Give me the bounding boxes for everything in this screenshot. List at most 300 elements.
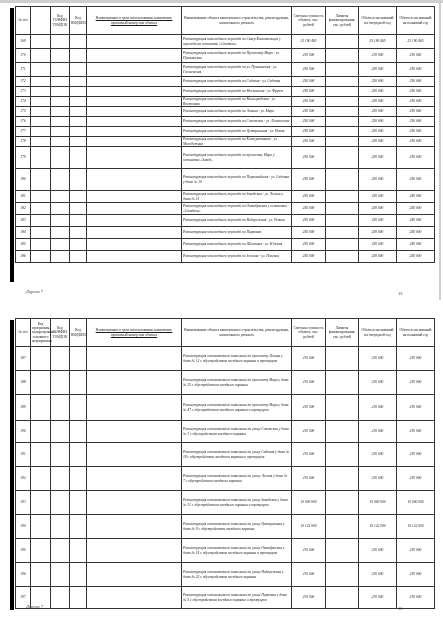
program-code-cell xyxy=(31,539,51,563)
estimated-cost-cell: 250 000 xyxy=(292,97,326,107)
vidfiz-code-cell xyxy=(70,215,87,227)
planned-year-cell: 250 000 xyxy=(397,169,435,191)
tonfiz-code-cell xyxy=(51,347,70,371)
object-name-cell: Реконструкция пешеходного перехода по Ленина - ул. Мира xyxy=(182,107,292,117)
object-name-cell: Реконструкция пешеходного перехода по ул. Пушкинская - ул. Гоголевская xyxy=(182,63,292,77)
program-code-cell xyxy=(31,191,51,203)
purpose-cell xyxy=(87,491,182,515)
funding-limit-cell xyxy=(326,421,359,443)
table-row xyxy=(16,227,435,239)
row-number: 185 xyxy=(16,239,31,251)
object-name-cell: Реконструкция остановочного павильона по улице Парковая у дома № 5 с обустройством заездного кармана и тротуаров xyxy=(182,587,292,609)
header-cell: Код ВИДФИЗ xyxy=(70,7,87,35)
program-code-cell xyxy=(31,203,51,215)
row-number: 171 xyxy=(16,63,31,77)
header-cell: № п/п xyxy=(16,319,31,347)
estimated-cost-cell: 230 000 xyxy=(292,395,326,421)
row-number: 170 xyxy=(16,49,31,63)
program-code-cell xyxy=(31,35,51,49)
estimated-cost-cell: 230 000 xyxy=(292,371,326,395)
tonfiz-code-cell xyxy=(51,87,70,97)
vidfiz-code-cell xyxy=(70,515,87,539)
purpose-cell xyxy=(87,371,182,395)
program-code-cell xyxy=(31,215,51,227)
header-cell: Код программы, подпрограммы, основного мероприятия xyxy=(31,319,51,347)
current-year-cell: 10 122 000 xyxy=(359,515,397,539)
funding-limit-cell xyxy=(326,347,359,371)
object-name-cell: Реконструкция пешеходного перехода по Советская - ул. Ломоносова xyxy=(182,117,292,127)
planned-year-cell: 230 000 xyxy=(397,395,435,421)
row-number: 173 xyxy=(16,87,31,97)
table-row xyxy=(16,563,435,587)
program-code-cell xyxy=(31,347,51,371)
table-row xyxy=(16,539,435,563)
program-code-cell xyxy=(31,97,51,107)
object-name-cell: Реконструкция пешеходного перехода по Школьная - ул. Южная xyxy=(182,239,292,251)
estimated-cost-cell: 230 000 xyxy=(292,563,326,587)
vidfiz-code-cell xyxy=(70,395,87,421)
current-year-cell: 250 000 xyxy=(359,147,397,169)
funding-limit-cell xyxy=(326,251,359,263)
planned-year-cell: 230 000 xyxy=(397,421,435,443)
table-row xyxy=(16,127,435,137)
vidfiz-code-cell xyxy=(70,347,87,371)
object-name-cell: Реконструкция остановочного павильона по улице Заводская у дома № 31 с обустройством заездного кармана и тротуаров xyxy=(182,491,292,515)
table-row xyxy=(16,203,435,215)
program-code-cell xyxy=(31,63,51,77)
vidfiz-code-cell xyxy=(70,77,87,87)
purpose-cell xyxy=(87,169,182,191)
tonfiz-code-cell xyxy=(51,35,70,49)
funding-limit-cell xyxy=(326,77,359,87)
row-number: 194 xyxy=(16,515,31,539)
planned-year-cell: 250 000 xyxy=(397,215,435,227)
funding-limit-cell xyxy=(326,35,359,49)
purpose-cell xyxy=(87,239,182,251)
table-row xyxy=(16,137,435,147)
row-number: 179 xyxy=(16,147,31,169)
object-name-cell: Реконструкция пешеходного перехода по Зеленая - ул. Полевая xyxy=(182,251,292,263)
row-number: 184 xyxy=(16,227,31,239)
current-year-cell: 250 000 xyxy=(359,107,397,117)
program-code-cell xyxy=(31,421,51,443)
funding-limit-cell xyxy=(326,49,359,63)
object-name-cell: Реконструкция пешеходного перехода по Волгоградская - ул. Восточная xyxy=(182,97,292,107)
planned-year-cell: 250 000 xyxy=(397,77,435,87)
funding-limit-cell xyxy=(326,587,359,609)
program-code-cell xyxy=(31,239,51,251)
planned-year-cell: 10 122 000 xyxy=(397,515,435,539)
purpose-cell xyxy=(87,347,182,371)
planned-year-cell: 250 000 xyxy=(397,191,435,203)
planned-year-cell: 230 000 xyxy=(397,443,435,467)
header-cell: № п/п xyxy=(16,7,31,35)
tonfiz-code-cell xyxy=(51,127,70,137)
row-number: 182 xyxy=(16,203,31,215)
current-year-cell: 250 000 xyxy=(359,137,397,147)
purpose-cell xyxy=(87,443,182,467)
estimated-cost-cell: 250 000 xyxy=(292,117,326,127)
tonfiz-code-cell xyxy=(51,97,70,107)
planned-year-cell: 10 000 000 xyxy=(397,491,435,515)
purpose-cell xyxy=(87,107,182,117)
current-year-cell: 230 000 xyxy=(359,395,397,421)
program-code-cell xyxy=(31,491,51,515)
vidfiz-code-cell xyxy=(70,137,87,147)
vidfiz-code-cell xyxy=(70,97,87,107)
object-name-cell: Реконструкция пешеходного перехода по Садовая - ул. Садовая xyxy=(182,77,292,87)
table-row xyxy=(16,87,435,97)
estimated-cost-cell: 230 000 xyxy=(292,467,326,491)
funding-limit-cell xyxy=(326,239,359,251)
tonfiz-code-cell xyxy=(51,395,70,421)
table-row xyxy=(16,117,435,127)
object-name-cell: Реконструкция остановочного павильона по улице Советская у дома № 3 с обустройством заездного кармана xyxy=(182,421,292,443)
table-row xyxy=(16,395,435,421)
program-code-cell xyxy=(31,137,51,147)
tonfiz-code-cell xyxy=(51,107,70,117)
program-code-cell xyxy=(31,49,51,63)
budget-table-1 xyxy=(15,6,435,263)
current-year-cell: 230 000 xyxy=(359,421,397,443)
row-number: 189 xyxy=(16,395,31,421)
estimated-cost-cell: 230 000 xyxy=(292,49,326,63)
tonfiz-code-cell xyxy=(51,587,70,609)
planned-year-cell: 25 190 465 xyxy=(397,35,435,49)
current-year-cell: 250 000 xyxy=(359,191,397,203)
purpose-cell xyxy=(87,35,182,49)
header-cell: Лимиты финансирования, тыс. рублей xyxy=(326,319,359,347)
estimated-cost-cell: 10 122 000 xyxy=(292,515,326,539)
vidfiz-code-cell xyxy=(70,191,87,203)
program-code-cell xyxy=(31,127,51,137)
vidfiz-code-cell xyxy=(70,49,87,63)
vidfiz-code-cell xyxy=(70,371,87,395)
table-row xyxy=(16,421,435,443)
tonfiz-code-cell xyxy=(51,137,70,147)
table-row xyxy=(16,515,435,539)
row-number: 193 xyxy=(16,491,31,515)
vidfiz-code-cell xyxy=(70,251,87,263)
row-number: 196 xyxy=(16,563,31,587)
purpose-cell xyxy=(87,563,182,587)
current-year-cell: 250 000 xyxy=(359,127,397,137)
funding-limit-cell xyxy=(326,107,359,117)
current-year-cell: 250 000 xyxy=(359,251,397,263)
program-code-cell xyxy=(31,371,51,395)
program-code-cell xyxy=(31,227,51,239)
purpose-cell xyxy=(87,421,182,443)
row-number: 175 xyxy=(16,107,31,117)
footer-label: Дорога 7 xyxy=(26,604,43,609)
purpose-cell xyxy=(87,87,182,97)
row-number: 197 xyxy=(16,587,31,609)
current-year-cell: 25 190 465 xyxy=(359,35,397,49)
tonfiz-code-cell xyxy=(51,467,70,491)
tonfiz-code-cell xyxy=(51,563,70,587)
estimated-cost-cell: 250 000 xyxy=(292,87,326,97)
table-row xyxy=(16,239,435,251)
purpose-cell xyxy=(87,49,182,63)
funding-limit-cell xyxy=(326,467,359,491)
current-year-cell: 250 000 xyxy=(359,203,397,215)
planned-year-cell: 230 000 xyxy=(397,467,435,491)
tonfiz-code-cell xyxy=(51,77,70,87)
program-code-cell xyxy=(31,87,51,97)
row-number: 169 xyxy=(16,35,31,49)
current-year-cell: 230 000 xyxy=(359,587,397,609)
funding-limit-cell xyxy=(326,87,359,97)
purpose-cell xyxy=(87,203,182,215)
program-code-cell xyxy=(31,443,51,467)
row-number: 187 xyxy=(16,347,31,371)
vidfiz-code-cell xyxy=(70,227,87,239)
tonfiz-code-cell xyxy=(51,191,70,203)
planned-year-cell: 250 000 xyxy=(397,251,435,263)
current-year-cell: 230 000 xyxy=(359,539,397,563)
funding-limit-cell xyxy=(326,63,359,77)
estimated-cost-cell: 230 000 xyxy=(292,539,326,563)
vidfiz-code-cell xyxy=(70,467,87,491)
planned-year-cell: 250 000 xyxy=(397,137,435,147)
header-cell: Код ТОНФИЗ ТОНДОК xyxy=(51,319,70,347)
object-name-cell: Реконструкция остановочного павильона по улице Садовая у дома № 18 с обустройством заездного кармана и тротуаров xyxy=(182,443,292,467)
tonfiz-code-cell xyxy=(51,147,70,169)
current-year-cell: 250 000 xyxy=(359,227,397,239)
vidfiz-code-cell xyxy=(70,87,87,97)
scan-edge xyxy=(0,0,443,3)
tonfiz-code-cell xyxy=(51,63,70,77)
current-year-cell: 250 000 xyxy=(359,97,397,107)
current-year-cell: 230 000 xyxy=(359,347,397,371)
planned-year-cell: 250 000 xyxy=(397,117,435,127)
current-year-cell: 250 000 xyxy=(359,117,397,127)
object-name-cell: Реконструкция пешеходного перехода по Заводская - ул. Лесная у дома № 15 xyxy=(182,191,292,203)
funding-limit-cell xyxy=(326,191,359,203)
vidfiz-code-cell xyxy=(70,147,87,169)
page-number: 16 xyxy=(398,606,403,611)
funding-limit-cell xyxy=(326,563,359,587)
estimated-cost-cell: 250 000 xyxy=(292,239,326,251)
row-number: 172 xyxy=(16,77,31,87)
estimated-cost-cell: 230 000 xyxy=(292,347,326,371)
header-cell: Сметная стоимость объекта, тыс. рублей xyxy=(292,7,326,35)
planned-year-cell: 230 000 xyxy=(397,347,435,371)
header-cell xyxy=(31,7,51,35)
header-cell: Сметная стоимость объекта, тыс. рублей xyxy=(292,319,326,347)
purpose-cell xyxy=(87,587,182,609)
planned-year-cell: 250 000 xyxy=(397,147,435,169)
table-row xyxy=(16,49,435,63)
current-year-cell: 250 000 xyxy=(359,215,397,227)
table-row xyxy=(16,215,435,227)
funding-limit-cell xyxy=(326,371,359,395)
funding-limit-cell xyxy=(326,97,359,107)
estimated-cost-cell: 250 000 xyxy=(292,203,326,215)
table-row xyxy=(16,77,435,87)
table-row xyxy=(16,587,435,609)
planned-year-cell: 250 000 xyxy=(397,87,435,97)
row-number: 188 xyxy=(16,371,31,395)
purpose-cell xyxy=(87,137,182,147)
program-code-cell xyxy=(31,395,51,421)
object-name-cell: Реконструкция пешеходного перехода по Проспекту Мира - ул. Пушкинская xyxy=(182,49,292,63)
estimated-cost-cell: 25 190 465 xyxy=(292,35,326,49)
program-code-cell xyxy=(31,147,51,169)
tonfiz-code-cell xyxy=(51,539,70,563)
header-cell: Код ВИДФИЗ xyxy=(70,319,87,347)
funding-limit-cell xyxy=(326,395,359,421)
program-code-cell xyxy=(31,77,51,87)
header-cell: Объем ассигнований на очередной год xyxy=(359,7,397,35)
planned-year-cell: 230 000 xyxy=(397,371,435,395)
estimated-cost-cell: 250 000 xyxy=(292,63,326,77)
table-row xyxy=(16,35,435,49)
funding-limit-cell xyxy=(326,147,359,169)
binding-bar xyxy=(10,320,14,610)
table-sheet-1 xyxy=(15,6,434,263)
current-year-cell: 230 000 xyxy=(359,467,397,491)
object-name-cell: Реконструкция пешеходного перехода по Центральная - ул. Новая xyxy=(182,127,292,137)
purpose-cell xyxy=(87,215,182,227)
funding-limit-cell xyxy=(326,491,359,515)
estimated-cost-cell: 250 000 xyxy=(292,107,326,117)
planned-year-cell: 230 000 xyxy=(397,563,435,587)
table-row xyxy=(16,147,435,169)
program-code-cell xyxy=(31,107,51,117)
estimated-cost-cell: 10 000 000 xyxy=(292,491,326,515)
estimated-cost-cell: 250 000 xyxy=(292,191,326,203)
table-row xyxy=(16,63,435,77)
tonfiz-code-cell xyxy=(51,491,70,515)
object-name-cell: Реконструкция пешеходного перехода по Октябрьская у остановки «Стадион» xyxy=(182,203,292,215)
vidfiz-code-cell xyxy=(70,169,87,191)
object-name-cell: Реконструкция пешеходного перехода по Парковая xyxy=(182,227,292,239)
vidfiz-code-cell xyxy=(70,127,87,137)
estimated-cost-cell: 250 000 xyxy=(292,137,326,147)
table-row xyxy=(16,347,435,371)
table-row xyxy=(16,371,435,395)
object-name-cell: Реконструкция остановочного павильона по проспекту Ленина у дома № 12 с обустройством заездного кармана и тротуаров xyxy=(182,347,292,371)
funding-limit-cell xyxy=(326,443,359,467)
current-year-cell: 250 000 xyxy=(359,87,397,97)
footer-label: Дорога 7 xyxy=(26,289,43,294)
purpose-cell xyxy=(87,63,182,77)
vidfiz-code-cell xyxy=(70,491,87,515)
vidfiz-code-cell xyxy=(70,563,87,587)
vidfiz-code-cell xyxy=(70,107,87,117)
vidfiz-code-cell xyxy=(70,539,87,563)
object-name-cell: Реконструкция остановочного павильона по улице Лесная у дома № 7 с обустройством заездного кармана xyxy=(182,467,292,491)
vidfiz-code-cell xyxy=(70,117,87,127)
planned-year-cell: 230 000 xyxy=(397,587,435,609)
program-code-cell xyxy=(31,117,51,127)
tonfiz-code-cell xyxy=(51,169,70,191)
object-name-cell: Реконструкция пешеходного перехода по Кооперативная - ул. Молодежная xyxy=(182,137,292,147)
current-year-cell: 250 000 xyxy=(359,77,397,87)
planned-year-cell: 230 000 xyxy=(397,49,435,63)
funding-limit-cell xyxy=(326,169,359,191)
tonfiz-code-cell xyxy=(51,203,70,215)
planned-year-cell: 250 000 xyxy=(397,239,435,251)
current-year-cell: 10 000 000 xyxy=(359,491,397,515)
vidfiz-code-cell xyxy=(70,35,87,49)
funding-limit-cell xyxy=(326,127,359,137)
purpose-cell xyxy=(87,117,182,127)
program-code-cell xyxy=(31,563,51,587)
current-year-cell: 230 000 xyxy=(359,371,397,395)
row-number: 191 xyxy=(16,443,31,467)
tonfiz-code-cell xyxy=(51,421,70,443)
current-year-cell: 250 000 xyxy=(359,63,397,77)
program-code-cell xyxy=(31,515,51,539)
purpose-cell xyxy=(87,395,182,421)
table-row xyxy=(16,107,435,117)
planned-year-cell: 250 000 xyxy=(397,97,435,107)
estimated-cost-cell: 230 000 xyxy=(292,587,326,609)
vidfiz-code-cell xyxy=(70,239,87,251)
funding-limit-cell xyxy=(326,117,359,127)
table-row xyxy=(16,97,435,107)
object-name-cell: Реконструкция пешеходного перехода по Первомайская - ул. Садовая у дома № 10 xyxy=(182,169,292,191)
purpose-cell xyxy=(87,539,182,563)
header-cell: Объем ассигнований на плановый год xyxy=(397,7,435,35)
purpose-cell xyxy=(87,467,182,491)
funding-limit-cell xyxy=(326,539,359,563)
row-number: 183 xyxy=(16,215,31,227)
estimated-cost-cell: 250 000 xyxy=(292,127,326,137)
vidfiz-code-cell xyxy=(70,421,87,443)
tonfiz-code-cell xyxy=(51,239,70,251)
table-row xyxy=(16,467,435,491)
table-sheet-2 xyxy=(15,318,434,609)
row-number: 176 xyxy=(16,117,31,127)
header-cell: Наименование и цели использования, назначение, проектный номер или объекта xyxy=(87,319,182,347)
estimated-cost-cell: 250 000 xyxy=(292,147,326,169)
row-number: 178 xyxy=(16,137,31,147)
tonfiz-code-cell xyxy=(51,215,70,227)
object-name-cell: Реконструкция остановочного павильона по улице Центральная у дома № 9 с обустройством заездного кармана xyxy=(182,515,292,539)
purpose-cell xyxy=(87,227,182,239)
planned-year-cell: 250 000 xyxy=(397,127,435,137)
current-year-cell: 230 000 xyxy=(359,443,397,467)
funding-limit-cell xyxy=(326,203,359,215)
row-number: 177 xyxy=(16,127,31,137)
purpose-cell xyxy=(87,127,182,137)
object-name-cell: Реконструкция остановочного павильона по проспекту Мира у дома № 47 с обустройством заездного кармана и тротуаров xyxy=(182,395,292,421)
object-name-cell: Реконструкция остановочного павильона по проспекту Мира у дома № 25 с обустройством заездного кармана xyxy=(182,371,292,395)
planned-year-cell: 250 000 xyxy=(397,203,435,215)
table-row xyxy=(16,169,435,191)
tonfiz-code-cell xyxy=(51,515,70,539)
funding-limit-cell xyxy=(326,137,359,147)
planned-year-cell: 230 000 xyxy=(397,539,435,563)
page-number: 15 xyxy=(398,291,403,296)
header-cell: Наименование объекта капитального строительства, реконструкции, капитального ремонта xyxy=(182,7,292,35)
funding-limit-cell xyxy=(326,515,359,539)
estimated-cost-cell: 250 000 xyxy=(292,251,326,263)
current-year-cell: 250 000 xyxy=(359,169,397,191)
estimated-cost-cell: 250 000 xyxy=(292,227,326,239)
object-name-cell: Реконструкция пешеходного перехода по Сквер Комсомольцев у перехода на остановке «Стадион» xyxy=(182,35,292,49)
purpose-cell xyxy=(87,97,182,107)
object-name-cell: Реконструкция остановочного павильона по улице Октябрьская у дома № 14 с обустройством заездного кармана и тротуаров xyxy=(182,539,292,563)
estimated-cost-cell: 230 000 xyxy=(292,421,326,443)
vidfiz-code-cell xyxy=(70,443,87,467)
table-row xyxy=(16,251,435,263)
binding-bar xyxy=(10,8,14,282)
row-number: 174 xyxy=(16,97,31,107)
